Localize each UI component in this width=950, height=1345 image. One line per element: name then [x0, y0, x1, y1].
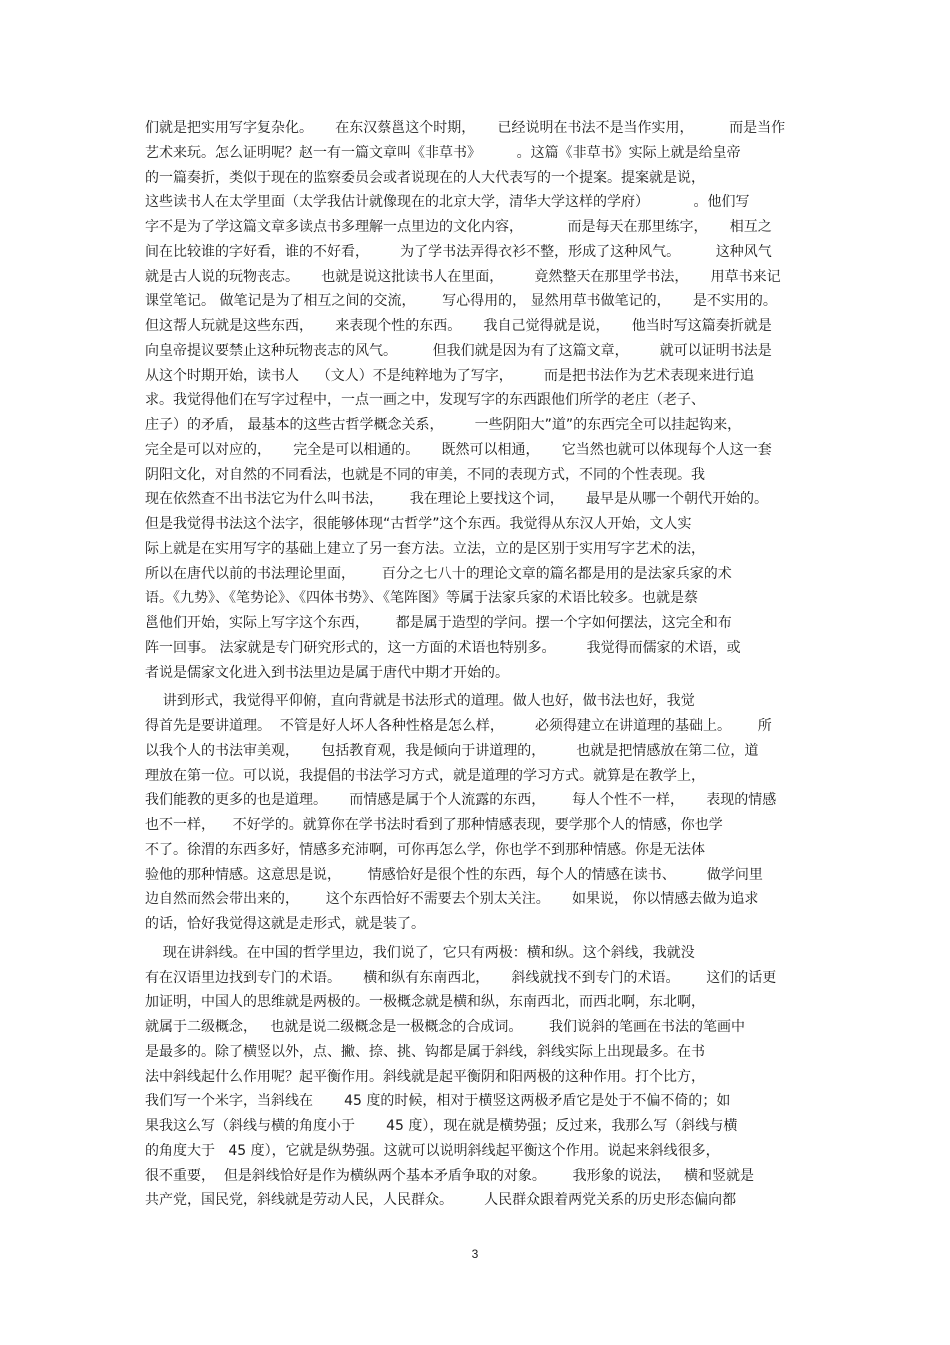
text-line: 阴阳文化，对自然的不同看法，也就是不同的审美，不同的表现方式，不同的个性表现。我: [145, 466, 705, 483]
text-line: 我们写一个米字，当斜线在 45 度的时候，相对于横竖这两极矛盾它是处于不偏不倚的；如: [145, 1093, 731, 1110]
text-line: 所以在唐代以前的书法理论里面， 百分之七八十的理论文章的篇名都是用的是法家兵家的术: [145, 565, 732, 582]
text-line: 字不是为了学这篇文章多读点书多理解一点里边的文化内容， 而是每天在那里练字， 相互之: [145, 219, 772, 235]
text-line: 得首先是要讲道理。 不管是好人坏人各种性格是怎么样， 必须得建立在讲道理的基础上。 所: [145, 718, 772, 734]
text-line: 也不一样， 不好学的。就算你在学书法时看到了那种情感表现，要学那个人的情感，你也学: [145, 817, 723, 833]
text-line: 向皇帝提议要禁止这种玩物丧志的风气。 但我们就是因为有了这篇文章， 就可以证明书法是: [145, 342, 772, 359]
text-line: 语。《九势》、《笔势论》、《四体书势》、《笔阵图》等属于法家兵家的术语比较多。也就是蔡: [145, 590, 698, 607]
text-line: 的话，恰好我觉得这就是走形式，就是装了。: [145, 916, 425, 932]
text-line: 加证明，中国人的思维就是两极的。一极概念就是横和纵，东南西北，而西北啊，东北啊，: [145, 994, 705, 1011]
text-line: 艺术来玩。怎么证明呢？赵一有一篇文章叫《非草书》 。这篇《非草书》实际上就是给皇帝: [145, 144, 741, 161]
text-line: 共产党，国民党，斜线就是劳动人民，人民群众。 人民群众跟着两党关系的历史形态偏向都: [145, 1192, 737, 1209]
text-line: 我们能教的更多的也是道理。 而情感是属于个人流露的东西， 每人个性不一样， 表现的情感: [145, 792, 777, 809]
text-line: 的一篇奏折，类似于现在的监察委员会或者说现在的人大代表写的一个提案。提案就是说，: [145, 169, 705, 186]
text-line: 从这个时期开始，读书人 （文人）不是纯粹地为了写字， 而是把书法作为艺术表现来进行追: [145, 367, 754, 384]
text-line: 这些读书人在太学里面（太学我估计就像现在的北京大学，清华大学这样的学府） 。他们写: [145, 194, 750, 211]
text-line: 验他的那种情感。这意思是说， 情感恰好是很个性的东西，每个人的情感在读书、 做学问里: [145, 866, 763, 883]
text-line: 但这帮人玩就是这些东西， 来表现个性的东西。 我自己觉得就是说， 他当时写这篇奏折就是: [145, 318, 772, 334]
text-line: 就属于二级概念， 也就是说二级概念是一极概念的合成词。 我们说斜的笔画在书法的笔画中: [145, 1019, 746, 1035]
text-line: 边自然而然会带出来的， 这个东西恰好不需要去个别太关注。 如果说， 你以情感去做为追求: [145, 891, 759, 908]
text-line: 求。我觉得他们在写字过程中，一点一画之中，发现写字的东西跟他们所学的老庄（老子、: [145, 392, 705, 409]
text-line: 际上就是在实用写字的基础上建立了另一套方法。立法，立的是区别于实用写字艺术的法，: [145, 540, 705, 557]
text-line: 阵一回事。 法家就是专门研究形式的，这一方面的术语也特别多。 我觉得而儒家的术语，或: [145, 639, 741, 656]
text-line: 是最多的。除了横竖以外，点、撇、捺、挑、钩都是属于斜线，斜线实际上出现最多。在书: [145, 1043, 705, 1060]
text-line: 法中斜线起什么作用呢？起平衡作用。斜线就是起平衡阴和阳两极的这种作用。打个比方，: [145, 1068, 705, 1085]
text-line: 们就是把实用写字复杂化。 在东汉蔡邕这个时期， 已经说明在书法不是当作实用， 而是当作: [145, 120, 786, 136]
text-line: 不了。徐渭的东西多好，情感多充沛啊，可你再怎么学，你也学不到那种情感。你是无法体: [145, 841, 705, 858]
text-line: 果我这么写（斜线与横的角度小于 45 度），现在就是横势强；反过来，我那么写（斜线与横: [145, 1118, 738, 1134]
page-number: 3: [471, 1247, 479, 1261]
text-line: 者说是儒家文化进入到书法里边是属于唐代中期才开始的。: [145, 664, 509, 681]
text-line: 但是我觉得书法这个法字，很能够体现“古哲学”这个东西。我觉得从东汉人开始，文人实: [145, 516, 692, 532]
text-line: 讲到形式，我觉得平仰俯，直向背就是书法形式的道理。做人也好，做书法也好，我觉: [145, 693, 695, 710]
text-line: 就是古人说的玩物丧志。 也就是说这批读书人在里面， 竟然整天在那里学书法， 用草书来记: [145, 268, 781, 285]
text-line: 的角度大于 45 度），它就是纵势强。这就可以说明斜线起平衡这个作用。说起来斜线很多，: [145, 1142, 720, 1159]
text-line: 理放在第一位。可以说，我提倡的书法学习方式，就是道理的学习方式。就算是在教学上，: [145, 767, 705, 784]
text-line: 间在比较谁的字好看，谁的不好看， 为了学书法弄得衣衫不整，形成了这种风气。 这种风气: [145, 243, 772, 260]
text-line: 完全是可以对应的， 完全是可以相通的。 既然可以相通， 它当然也就可以体现每个人这一套: [145, 441, 772, 458]
text-line: 以我个人的书法审美观， 包括教育观，我是倾向于讲道理的， 也就是把情感放在第二位，道: [145, 742, 759, 759]
text-line: 现在依然查不出书法它为什么叫书法， 我在理论上要找这个词， 最早是从哪一个朝代开始的。: [145, 491, 768, 508]
text-line: 现在讲斜线。在中国的哲学里边，我们说了，它只有两极：横和纵。这个斜线，我就没: [145, 944, 695, 961]
text-line: 有在汉语里边找到专门的术语。 横和纵有东南西北， 斜线就找不到专门的术语。 这们的话更: [145, 969, 777, 986]
text-line: 课堂笔记。 做笔记是为了相互之间的交流， 写心得用的， 显然用草书做笔记的， 是不实用的。: [145, 293, 777, 310]
text-line: 庄子）的矛盾， 最基本的这些古哲学概念关系， 一些阴阳大”道”的东西完全可以挂起钩来，: [145, 417, 742, 433]
text-line: 很不重要， 但是斜线恰好是作为横纵两个基本矛盾争取的对象。 我形象的说法， 横和竖就是: [145, 1167, 754, 1184]
text-line: 邕他们开始，实际上写字这个东西， 都是属于造型的学问。摆一个字如何摆法，这完全和布: [145, 615, 732, 631]
